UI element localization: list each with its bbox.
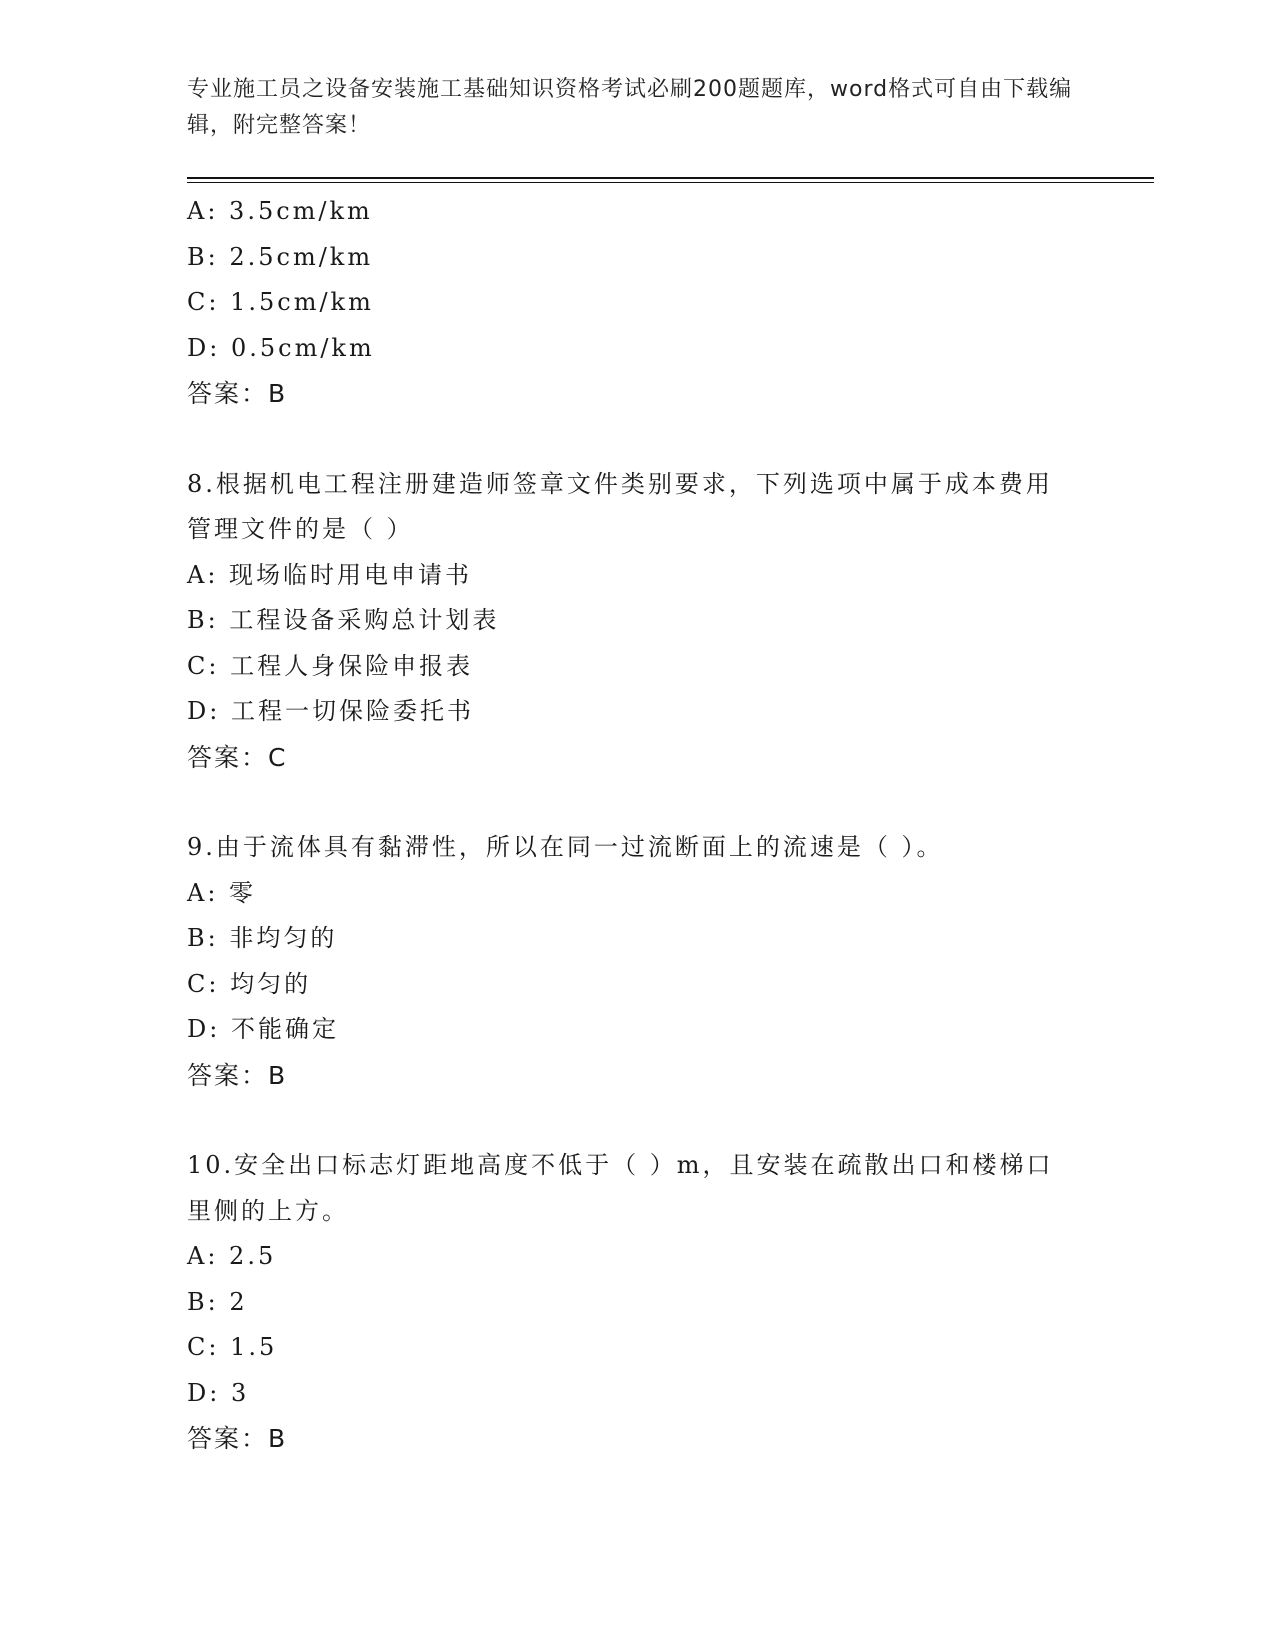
answer: 答案：B: [187, 379, 288, 408]
answer: 答案：C: [187, 742, 288, 772]
spacer: [187, 780, 1087, 825]
option-b: B: 工程设备采购总计划表: [187, 606, 500, 634]
question-9: [187, 825, 1087, 1098]
option-a: A: 零: [187, 878, 257, 907]
option-b: B: 2.5cm/km: [187, 242, 374, 271]
spacer: [187, 417, 1087, 462]
option-b: B: 非均匀的: [187, 924, 338, 952]
option-b: B: 2: [187, 1287, 248, 1316]
answer: 答案：B: [187, 1060, 288, 1090]
option-d: D: 工程一切保险委托书: [187, 697, 474, 725]
answer: 答案：B: [187, 1424, 288, 1453]
option-c: C: 工程人身保险申报表: [187, 651, 474, 680]
option-c: C: 均匀的: [187, 969, 312, 998]
option-d: D: 不能确定: [187, 1015, 339, 1043]
partial-question: [187, 189, 1087, 417]
question-list: [187, 189, 1087, 1462]
header-rule-thick: [187, 177, 1154, 179]
option-a: A: 3.5cm/km: [187, 197, 373, 225]
question-stem: 9.由于流体具有黏滞性，所以在同一过流断面上的流速是（ ）。: [187, 833, 944, 861]
document-header: 专业施工员之设备安装施工基础知识资格考试必刷200题题库，word格式可自由下载编辑，附完整答案！: [187, 77, 1073, 138]
header-rule-thin: [187, 182, 1154, 183]
question-stem: 10.安全出口标志灯距地高度不低于（ ）m，且安装在疏散出口和楼梯口里侧的上方。: [187, 1151, 1054, 1225]
option-d: D: 0.5cm/km: [187, 333, 375, 362]
option-c: C: 1.5: [187, 1333, 278, 1361]
question-stem: 8.根据机电工程注册建造师签章文件类别要求，下列选项中属于成本费用管理文件的是（ ）: [187, 469, 1053, 543]
option-c: C: 1.5cm/km: [187, 288, 374, 316]
option-a: A: 现场临时用电申请书: [187, 560, 473, 589]
spacer: [187, 1098, 1087, 1143]
option-a: A: 2.5: [187, 1242, 277, 1270]
question-8: [187, 462, 1087, 781]
option-d: D: 3: [187, 1378, 250, 1407]
question-10: [187, 1143, 1087, 1462]
